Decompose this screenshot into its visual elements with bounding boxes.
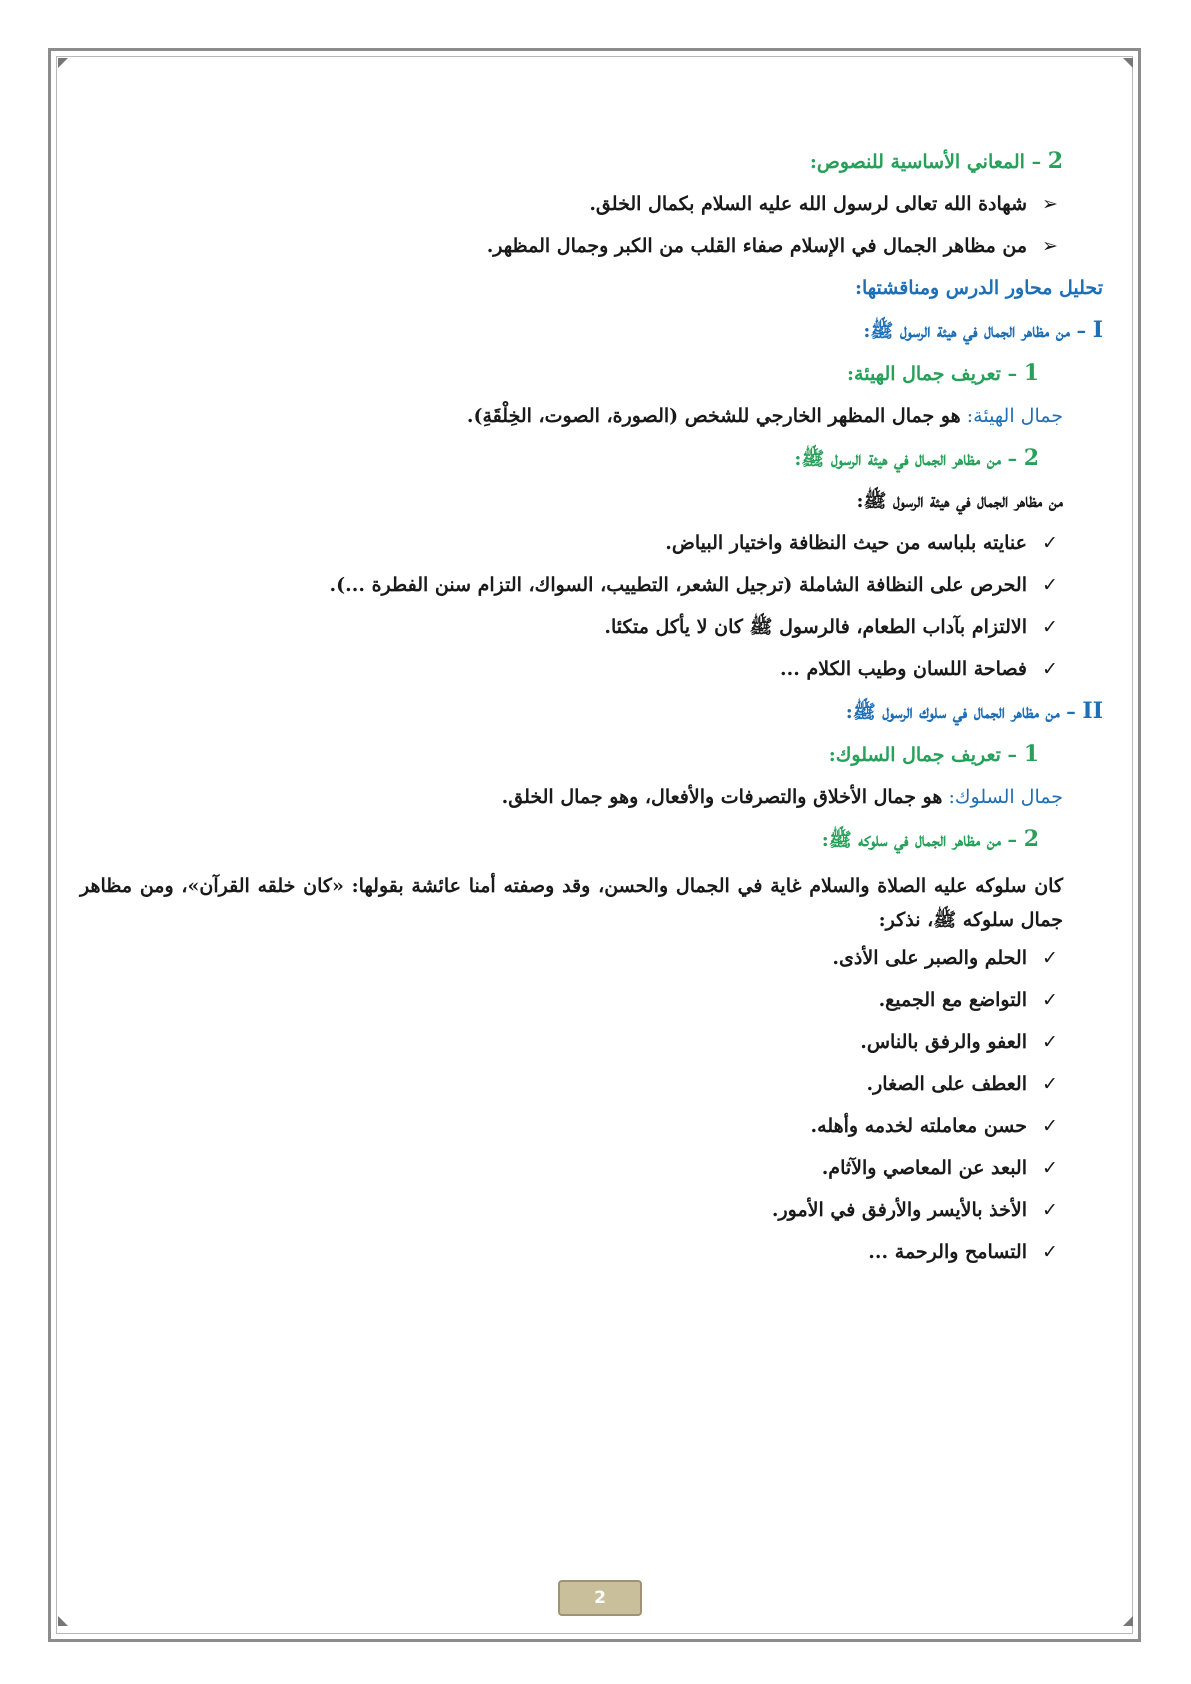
page-number-badge [558,1580,642,1616]
heading-number: 1 [1023,360,1039,386]
list-item [80,233,1103,260]
definition-term: جمال السلوك: [942,786,1063,808]
definition-text: هو جمال المظهر الخارجي للشخص (الصورة، الصوت، الخِلْقَةِ). [466,405,961,427]
check-icon: ✓ [1042,574,1058,596]
check-icon: ✓ [1042,1241,1058,1263]
heading-text: – من مظاهر الجمال في هيئة الرسول ﷺ: [794,448,1024,470]
list-item-text: التواضع مع الجميع. [878,989,1027,1011]
list-item [80,1029,1103,1056]
check-icon: ✓ [1042,1115,1058,1137]
heading-number: 2 [1023,445,1039,471]
definition-term: جمال الهيئة: [960,405,1063,427]
list-item [80,572,1103,599]
section-heading [80,445,1103,473]
check-icon: ✓ [1042,1031,1058,1053]
heading-text: – تعريف جمال الهيئة: [847,363,1024,385]
list-item-text: شهادة الله تعالى لرسول الله عليه السلام بكمال الخلق. [589,193,1027,215]
arrow-icon: ➢ [1042,235,1058,257]
section-heading [80,698,1103,726]
heading-number: I [1092,317,1103,343]
document-body [80,148,1103,1281]
heading-text: – المعاني الأساسية للنصوص: [809,151,1048,173]
page-number: 2 [594,1588,606,1608]
definition-text: هو جمال الأخلاق والتصرفات والأفعال، وهو جمال الخلق. [501,786,943,808]
heading-number: 2 [1047,148,1063,174]
section-heading: تحليل محاور الدرس ومناقشتها: [854,277,1103,299]
list-item [80,530,1103,557]
heading-number: 2 [1023,826,1039,852]
corner-ornament [58,58,68,68]
heading-text: – من مظاهر الجمال في هيئة الرسول ﷺ: [863,320,1093,342]
list-item-text: البعد عن المعاصي والآثام. [821,1157,1027,1179]
list-item [80,1155,1103,1182]
list-item [80,1197,1103,1224]
heading-number: II [1082,698,1103,724]
list-item [80,1071,1103,1098]
corner-ornament [58,1616,68,1626]
list-item-text: الحلم والصبر على الأذى. [832,947,1027,969]
corner-ornament [1123,58,1133,68]
heading-number: 1 [1023,741,1039,767]
list-item [80,1113,1103,1140]
list-item-text: التسامح والرحمة ... [868,1241,1027,1263]
list-item-text: فصاحة اللسان وطيب الكلام ... [780,658,1027,680]
section-heading [80,360,1103,388]
list-item [80,191,1103,218]
heading-text: – تعريف جمال السلوك: [828,744,1024,766]
check-icon: ✓ [1042,989,1058,1011]
check-icon: ✓ [1042,1073,1058,1095]
check-icon: ✓ [1042,947,1058,969]
heading-text: – من مظاهر الجمال في سلوك الرسول ﷺ: [845,701,1083,723]
section-heading [80,826,1103,854]
definition [80,784,1103,811]
check-icon: ✓ [1042,658,1058,680]
section-heading [80,317,1103,345]
heading-text: – من مظاهر الجمال في سلوكه ﷺ: [821,829,1024,851]
definition [80,403,1103,430]
list-item-text: الالتزام بآداب الطعام، فالرسول ﷺ كان لا يأكل متكئا. [604,616,1027,638]
list-item [80,987,1103,1014]
check-icon: ✓ [1042,1157,1058,1179]
list-item-text: الحرص على النظافة الشاملة (ترجيل الشعر، التطييب، السواك، التزام سنن الفطرة ...). [329,574,1027,596]
section-heading [80,148,1103,176]
list-item-text: عنايته بلباسه من حيث النظافة واختيار البياض. [665,532,1027,554]
list-item [80,614,1103,641]
list-item [80,945,1103,972]
check-icon: ✓ [1042,532,1058,554]
arrow-icon: ➢ [1042,193,1058,215]
list-item [80,1239,1103,1266]
section-heading [80,741,1103,769]
check-icon: ✓ [1042,1199,1058,1221]
list-item-text: من مظاهر الجمال في الإسلام صفاء القلب من الكبر وجمال المظهر. [486,235,1027,257]
check-icon: ✓ [1042,616,1058,638]
corner-ornament [1123,1616,1133,1626]
list-item-text: الأخذ بالأيسر والأرفق في الأمور. [771,1199,1027,1221]
text-line: من مظاهر الجمال في هيئة الرسول ﷺ: [856,490,1063,512]
list-item [80,656,1103,683]
list-item-text: حسن معاملته لخدمه وأهله. [810,1115,1027,1137]
paragraph: كان سلوكه عليه الصلاة والسلام غاية في الجمال والحسن، وقد وصفته أمنا عائشة بقولها: «كان خلقه القرآن»، ومن مظاهر جمال سلوكه ﷺ، نذكر: [80,875,1063,931]
list-item-text: العطف على الصغار. [866,1073,1027,1095]
list-item-text: العفو والرفق بالناس. [860,1031,1027,1053]
